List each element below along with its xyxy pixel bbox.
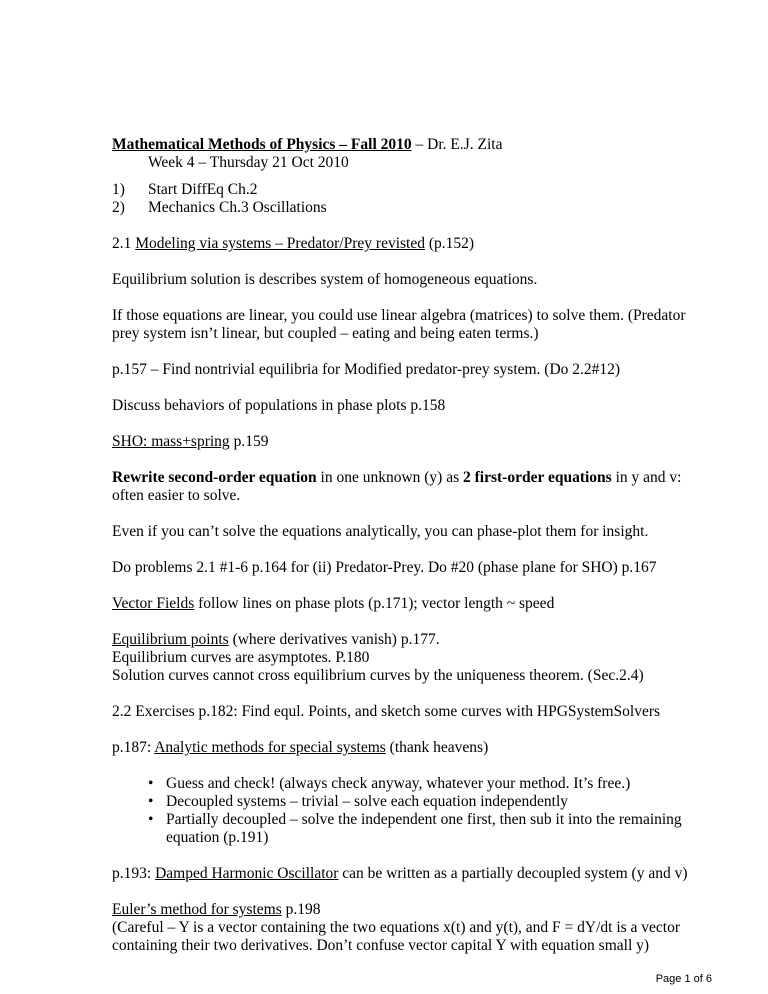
agenda-item: [112, 181, 327, 199]
paragraph-p158: Discuss behaviors of populations in phase plots p.158: [112, 397, 446, 414]
damped-title: Damped Harmonic Oscillator: [155, 865, 339, 882]
paragraph-exercises: 2.2 Exercises p.182: Find equl. Points, and sketch some curves with HPGSystemSolvers: [112, 703, 661, 720]
paragraph-linear-line-1: If those equations are linear, you could use linear algebra (matrices) to solve them. (Predator: [112, 307, 686, 324]
list-item-text: Decoupled systems – trivial – solve each equation independently: [166, 793, 569, 810]
agenda-text: Mechanics Ch.3 Oscillations: [148, 199, 327, 216]
sho-heading: [112, 433, 712, 451]
paragraph-rewrite-line-2: often easier to solve.: [112, 487, 241, 504]
paragraph-equilibrium: Equilibrium solution is describes system of homogeneous equations.: [112, 271, 538, 288]
agenda-text: Start DiffEq Ch.2: [148, 181, 258, 198]
list-item: [112, 793, 712, 811]
paragraph-equilibrium-points: [112, 631, 712, 649]
damped-page-ref: p.193:: [112, 865, 156, 882]
vector-fields-text: follow lines on phase plots (p.171); vector length ~ speed: [194, 595, 555, 612]
euler-page-ref: p.198: [281, 901, 321, 918]
rewrite-bold-2: 2 first-order equations: [463, 469, 612, 486]
euler-title: Euler’s method for systems: [112, 901, 282, 918]
rewrite-bold-1: Rewrite second-order equation: [112, 469, 317, 486]
paragraph-linear-line-2: prey system isn’t linear, but coupled – eating and being eaten terms.): [112, 325, 539, 342]
vector-fields-title: Vector Fields: [112, 595, 195, 612]
paragraph-problems: Do problems 2.1 #1-6 p.164 for (ii) Predator-Prey. Do #20 (phase plane for SHO) p.167: [112, 559, 657, 576]
list-item-text: Partially decoupled – solve the independent one first, then sub it into the remaining equation (p.191): [166, 811, 682, 846]
equilibrium-points-text: (where derivatives vanish) p.177.: [228, 631, 440, 648]
sho-page-ref: p.159: [229, 433, 269, 450]
course-title: Mathematical Methods of Physics – Fall 2010: [112, 136, 412, 153]
author: – Dr. E.J. Zita: [411, 136, 503, 153]
agenda-number: 1): [112, 181, 125, 198]
agenda-number: 2): [112, 199, 125, 216]
agenda-list: [112, 181, 327, 217]
paragraph-rewrite-line-1: [112, 469, 712, 487]
list-item: [112, 775, 712, 793]
sho-title: SHO: mass+spring: [112, 433, 230, 450]
analytic-suffix: (thank heavens): [385, 739, 489, 756]
list-item-text: Guess and check! (always check anyway, whatever your method. It’s free.): [166, 775, 631, 792]
analytic-title: Analytic methods for special systems: [154, 739, 386, 756]
agenda-item: [112, 199, 327, 217]
section-page-ref: (p.152): [424, 235, 475, 252]
paragraph-vector-fields: [112, 595, 712, 613]
equilibrium-points-title: Equilibrium points: [112, 631, 229, 648]
euler-heading: [112, 901, 712, 919]
bullet-icon: •: [148, 811, 154, 828]
paragraph-phase-plot: Even if you can’t solve the equations analytically, you can phase-plot them for insight.: [112, 523, 649, 540]
rewrite-end: in y and v:: [611, 469, 682, 486]
analytic-heading: [112, 739, 712, 757]
section-title: Modeling via systems – Predator/Prey revisted: [135, 235, 425, 252]
bullet-icon: •: [148, 793, 154, 810]
analytic-methods-list: [112, 775, 712, 847]
list-item: [112, 811, 712, 847]
paragraph-asymptotes: Equilibrium curves are asymptotes. P.180: [112, 649, 370, 666]
paragraph-uniqueness: Solution curves cannot cross equilibrium curves by the uniqueness theorem. (Sec.2.4): [112, 667, 644, 684]
euler-line-2: (Careful – Y is a vector containing the two equations x(t) and y(t), and F = dY/dt is a vector: [112, 919, 681, 936]
rewrite-mid: in one unknown (y) as: [316, 469, 464, 486]
week-line: Week 4 – Thursday 21 Oct 2010: [148, 154, 349, 171]
damped-text: can be written as a partially decoupled system (y and v): [338, 865, 688, 882]
damped-oscillator-line: [112, 865, 712, 883]
analytic-page-ref: p.187:: [112, 739, 155, 756]
section-2-1-heading: [112, 235, 712, 253]
header-line: [112, 136, 712, 154]
bullet-icon: •: [148, 775, 154, 792]
section-number: 2.1: [112, 235, 136, 252]
page-number: Page 1 of 6: [655, 973, 712, 985]
paragraph-p157: p.157 – Find nontrivial equilibria for Modified predator-prey system. (Do 2.2#12): [112, 361, 621, 378]
euler-line-3: containing their two derivatives. Don’t confuse vector capital Y with equation small y): [112, 937, 650, 954]
